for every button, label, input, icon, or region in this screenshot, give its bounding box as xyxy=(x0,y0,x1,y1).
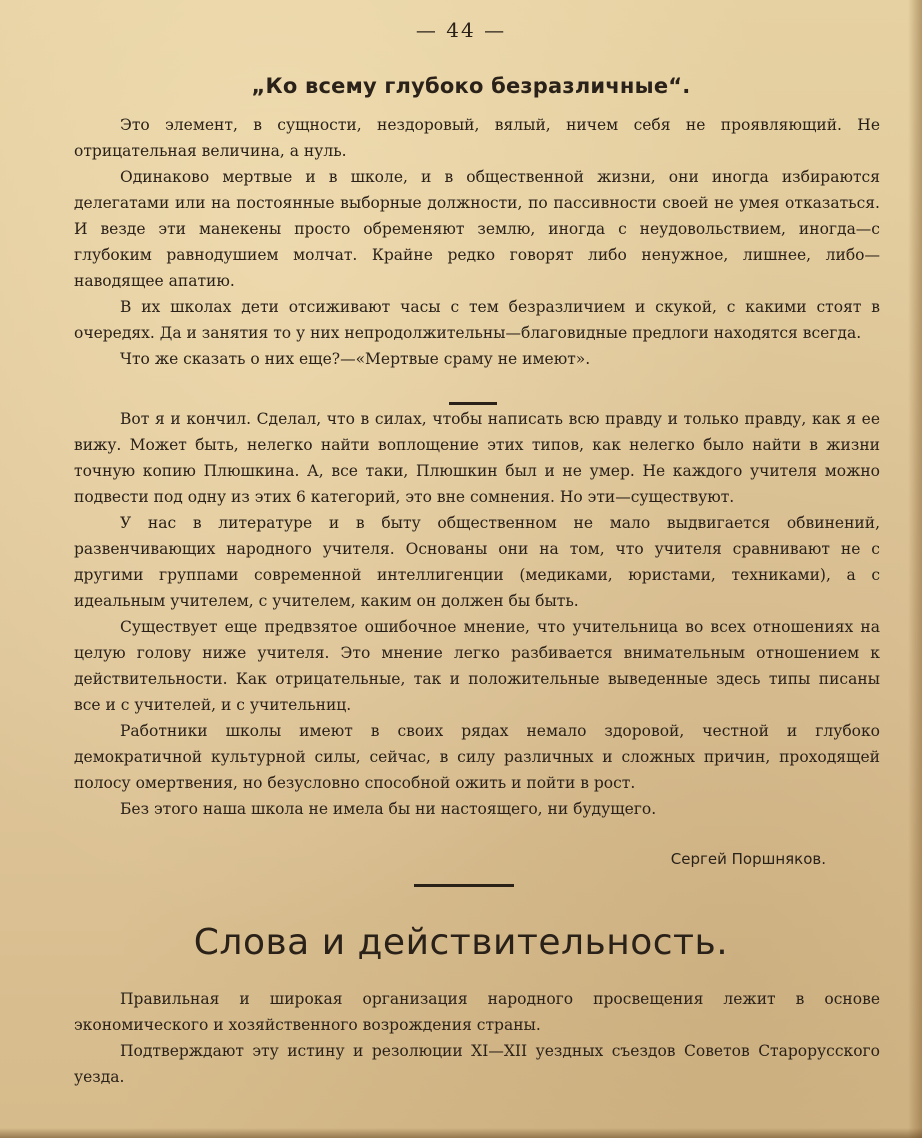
paragraph: Одинаково мертвые и в школе, и в общественной жизни, они иногда избираются делегатами или на постоянные выборные должности, по пассивности своей не умея отказаться. И везде эти манекены просто обременяют землю, иногда с неудовольствием, иногда—с глубоким равнодушием молчат. Крайне редко говорят либо ненужное, лишнее, либо—наводящее апатию. xyxy=(74,168,880,290)
page-bottom-shadow xyxy=(0,1128,922,1138)
paragraph: В их школах дети отсиживают часы с тем безразличием и скукой, с какими стоят в очередях. Да и занятия то у них непродолжительны—благовидные предлоги находятся всегда. xyxy=(74,298,880,342)
page-number: — 44 — xyxy=(415,18,507,42)
paragraph: Существует еще предвзятое ошибочное мнение, что учительница во всех отношениях на целую голову ниже учителя. Это мнение легко разбивается внимательным отношением к действительности. Как отрицательные, так и положительные выведенные здесь типы писаны все и с учителей, и с учительниц. xyxy=(74,618,880,714)
paragraph: Правильная и широкая организация народного просвещения лежит в основе экономического и хозяйственного возрождения страны. xyxy=(74,990,880,1034)
article-divider xyxy=(414,884,514,887)
author-signature: Сергей Поршняков. xyxy=(670,850,826,868)
page-edge-shadow xyxy=(908,0,922,1138)
section-title-indifferent: „Ко всему глубоко безразличные“. xyxy=(251,74,691,98)
conclusion-body xyxy=(74,406,880,822)
paragraph: У нас в литературе и в быту общественном не мало выдвигается обвинений, развенчивающих народного учителя. Основаны они на том, что учителя сравнивают не с другими группами современной интеллигенции (медиками, юристами, техниками), а с идеальным учителем, с учителем, каким он должен бы быть. xyxy=(74,514,880,610)
section-words-body xyxy=(74,986,880,1090)
paragraph: Вот я и кончил. Сделал, что в силах, чтобы написать всю правду и только правду, как я ее вижу. Может быть, нелегко найти воплощение этих типов, как нелегко было найти в жизни точную копию Плюшкина. А, все таки, Плюшкин был и не умер. Не каждого учителя можно подвести под одну из этих 6 категорий, это вне сомнения. Но эти—существуют. xyxy=(74,410,880,506)
section-indifferent-body xyxy=(74,112,880,372)
paragraph: Работники школы имеют в своих рядах немало здоровой, честной и глубоко демократичной культурной силы, сейчас, в силу различных и сложных причин, проходящей полосу омертвения, но безусловно способной ожить и пойти в рост. xyxy=(74,722,880,792)
paragraph: Без этого наша школа не имела бы ни настоящего, ни будущего. xyxy=(120,800,657,818)
section-title-words-and-reality: Слова и действительность. xyxy=(193,922,729,963)
paragraph: Что же сказать о них еще?—«Мертвые сраму не имеют». xyxy=(120,350,591,368)
paragraph: Это элемент, в сущности, нездоровый, вялый, ничем себя не проявляющий. Не отрицательная величина, а нуль. xyxy=(74,116,880,160)
section-divider xyxy=(449,402,497,405)
paragraph: Подтверждают эту истину и резолюции XI—XII уездных съездов Советов Старорусского уезда. xyxy=(74,1042,880,1086)
